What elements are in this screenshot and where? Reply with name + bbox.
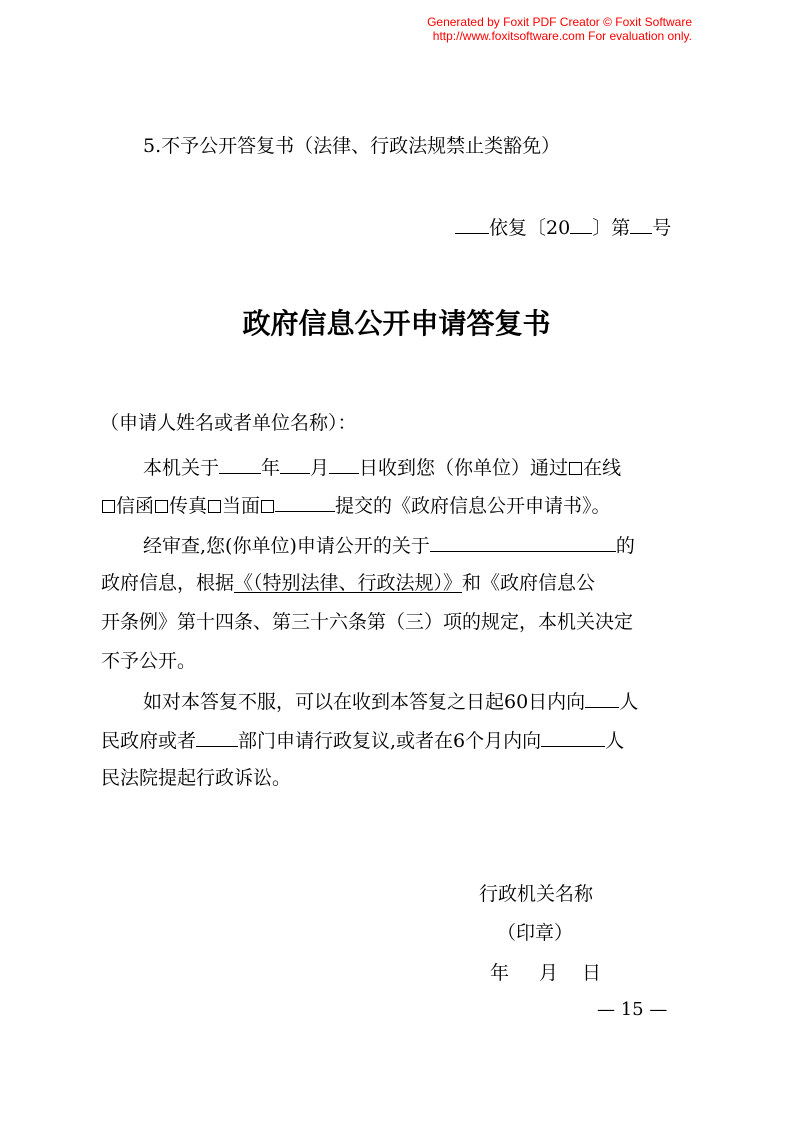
checkbox-in-person[interactable] xyxy=(208,500,221,513)
para2-line2 xyxy=(101,571,595,595)
para2-text: 经审查,您( xyxy=(143,535,233,557)
para2-text: 和《政府信息公 xyxy=(462,572,596,594)
para2-text: 的 xyxy=(615,535,635,557)
doc-number-part1: 依复〔20 xyxy=(489,217,571,239)
doc-number-part2: 〕第 xyxy=(592,217,631,239)
para1-text: 年 xyxy=(261,457,281,479)
watermark-line-2: http://www.foxitsoftware.com For evaluation only. xyxy=(432,29,692,43)
watermark-line-1: Generated by Foxit PDF Creator © Foxit Software xyxy=(427,15,692,29)
addressee: （申请人姓名或者单位名称）： xyxy=(100,412,357,434)
blank xyxy=(630,214,652,234)
para2-line4: 不予公开。 xyxy=(101,650,197,672)
para3-text: 如对本答复不服，可以在收到本答复之日起60日内向 xyxy=(143,691,586,713)
blank xyxy=(455,214,489,234)
page-number: — 15 — xyxy=(597,999,668,1020)
para3-text: 部门申请行政复议,或者在6个月内向 xyxy=(238,730,542,752)
blank xyxy=(430,532,616,552)
date-day: 日 xyxy=(582,962,602,984)
blank xyxy=(196,727,238,747)
para1-text: 当面 xyxy=(222,495,261,517)
blank xyxy=(275,492,335,512)
para1-text: 提交的《政府信息公开申请书》。 xyxy=(335,495,611,517)
para3-text: 人 xyxy=(605,730,625,752)
para3-line3: 民法院提起行政诉讼。 xyxy=(101,767,292,789)
date-line xyxy=(490,961,601,985)
para1-text: 本机关于 xyxy=(143,457,220,479)
para2-text: )申请公开的关于 xyxy=(289,535,430,557)
para1-line1 xyxy=(143,454,621,480)
para1-text: 传真 xyxy=(169,495,208,517)
page-title: 政府信息公开申请答复书 xyxy=(242,307,551,340)
para2-line1 xyxy=(143,532,635,558)
para3-text: 民政府或者 xyxy=(101,730,197,752)
blank xyxy=(585,688,619,708)
document-number xyxy=(455,214,671,240)
blank xyxy=(570,214,592,234)
blank xyxy=(280,454,310,474)
blank xyxy=(329,454,359,474)
para2-text: 你单位 xyxy=(232,535,290,557)
para3-line1 xyxy=(143,688,638,714)
checkbox-other[interactable] xyxy=(261,500,274,513)
para3-text: 人 xyxy=(619,691,639,713)
para1-text: 日收到您（你单位）通过 xyxy=(359,457,569,479)
para1-line2 xyxy=(101,492,611,518)
para1-text: 月 xyxy=(310,457,330,479)
heading-note: 5.不予公开答复书（法律、行政法规禁止类豁免） xyxy=(143,135,561,157)
checkbox-fax[interactable] xyxy=(155,500,168,513)
date-year: 年 xyxy=(490,962,510,984)
doc-number-part3: 号 xyxy=(652,217,672,239)
para2-text: 政府信息，根据 xyxy=(101,572,235,594)
blank xyxy=(219,454,261,474)
para1-text: 信函 xyxy=(116,495,155,517)
para2-line3: 开条例》第十四条、第三十六条第（三）项的规定，本机关决定 xyxy=(101,611,634,633)
authority-name: 行政机关名称 xyxy=(479,883,594,905)
seal: （印章） xyxy=(497,922,574,944)
checkbox-letter[interactable] xyxy=(102,500,115,513)
checkbox-online[interactable] xyxy=(569,462,582,475)
blank xyxy=(541,727,605,747)
para1-text: 在线 xyxy=(583,457,622,479)
para3-line2 xyxy=(101,727,624,753)
date-month: 月 xyxy=(539,962,559,984)
law-reference: 《（特别法律、行政法规）》 xyxy=(234,572,463,594)
